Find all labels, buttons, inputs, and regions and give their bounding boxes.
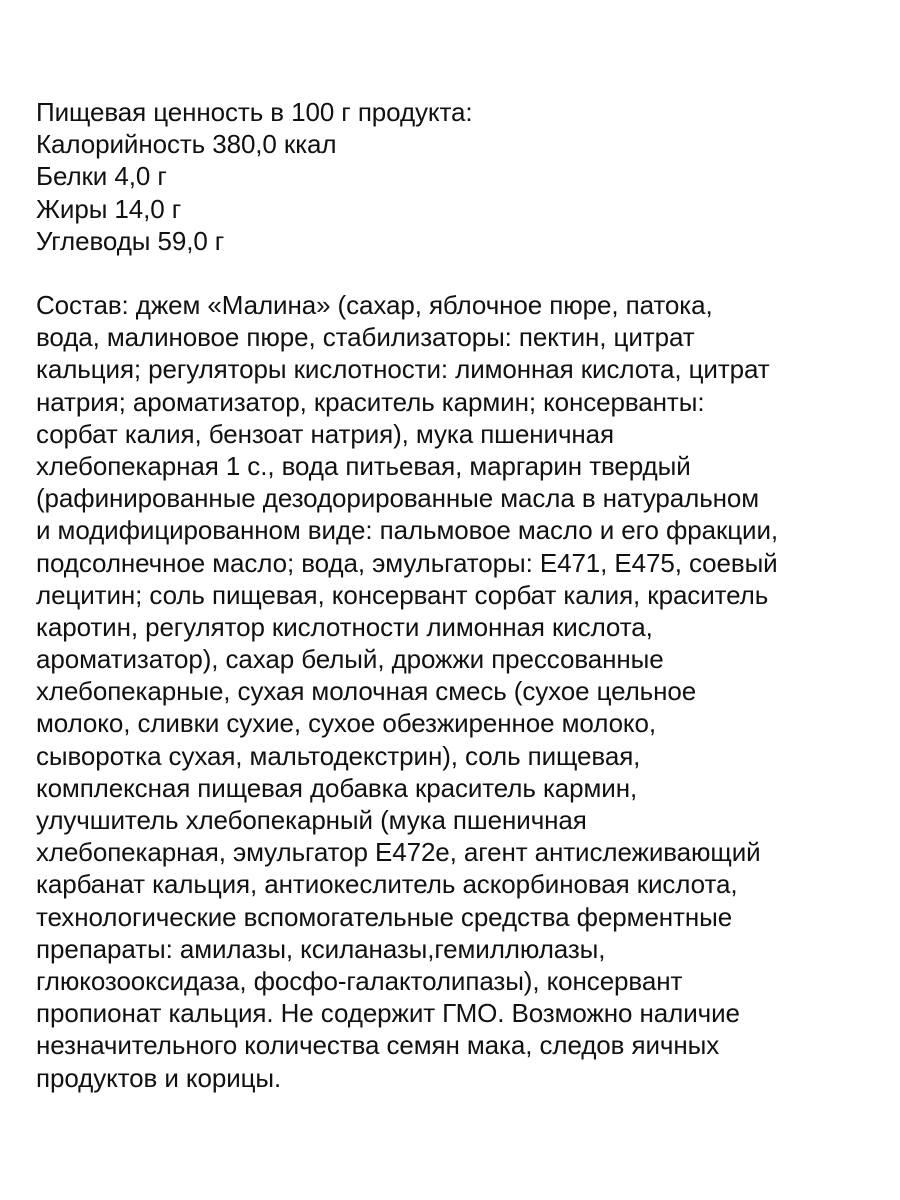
composition-line: и модифицированном виде: пальмовое масло и его фракции,: [36, 515, 779, 546]
composition-line: продуктов и корицы.: [36, 1062, 282, 1093]
composition-line: препараты: амилазы, ксиланазы,гемиллюлазы,: [36, 933, 606, 964]
composition-line: натрия; ароматизатор, краситель кармин; консерванты:: [36, 386, 705, 417]
nutrition-facts: [36, 96, 876, 257]
nutrition-fat: Жиры 14,0 г: [36, 193, 182, 224]
composition-line: лецитин; соль пищевая, консервант сорбат калия, краситель: [36, 579, 769, 610]
nutrition-heading: Пищевая ценность в 100 г продукта:: [36, 97, 473, 127]
composition-text: [36, 289, 876, 1094]
composition-line: глюкозооксидаза, фосфо-галактолипазы), консервант: [36, 965, 683, 996]
composition-line: сорбат калия, бензоат натрия), мука пшеничная: [36, 418, 615, 449]
composition-line: пропионат кальция. Не содержит ГМО. Возможно наличие: [36, 998, 740, 1029]
composition-line: каротин, регулятор кислотности лимонная кислота,: [36, 611, 653, 642]
composition-line: вода, малиновое пюре, стабилизаторы: пектин, цитрат: [36, 322, 695, 353]
nutrition-protein: Белки 4,0 г: [36, 161, 167, 192]
composition-line: ароматизатор), сахар белый, дрожжи прессованные: [36, 644, 664, 675]
composition-line: молоко, сливки сухие, сухое обезжиренное молоко,: [36, 708, 656, 739]
composition-line: хлебопекарная, эмульгатор Е472е, агент антислеживающий: [36, 837, 761, 868]
nutrition-carbs: Углеводы 59,0 г: [36, 225, 225, 256]
composition-line: (рафинированные дезодорированные масла в натуральном: [36, 483, 760, 514]
nutrition-calories: Калорийность 380,0 ккал: [36, 129, 337, 160]
composition-line: хлебопекарная 1 с., вода питьевая, маргарин твердый: [36, 450, 691, 481]
composition-line: технологические вспомогательные средства ферментные: [36, 901, 733, 932]
composition-line: улучшитель хлебопекарный (мука пшеничная: [36, 805, 587, 835]
composition-line: подсолнечное масло; вода, эмульгаторы: Е471, Е475, соевый: [36, 547, 778, 578]
composition-line: хлебопекарные, сухая молочная смесь (сухое цельное: [36, 676, 697, 707]
composition-line: сыворотка сухая, мальтодекстрин), соль пищевая,: [36, 740, 641, 771]
composition-line: карбанат кальция, антиокеслитель аскорбиновая кислота,: [36, 869, 738, 900]
composition-line: кальция; регуляторы кислотности: лимонная кислота, цитрат: [36, 354, 770, 385]
composition-line: комплексная пищевая добавка краситель кармин,: [36, 772, 638, 803]
composition-line: незначительного количества семян мака, следов яичных: [36, 1030, 720, 1061]
composition-line: Состав: джем «Малина» (сахар, яблочное пюре, патока,: [36, 290, 713, 320]
